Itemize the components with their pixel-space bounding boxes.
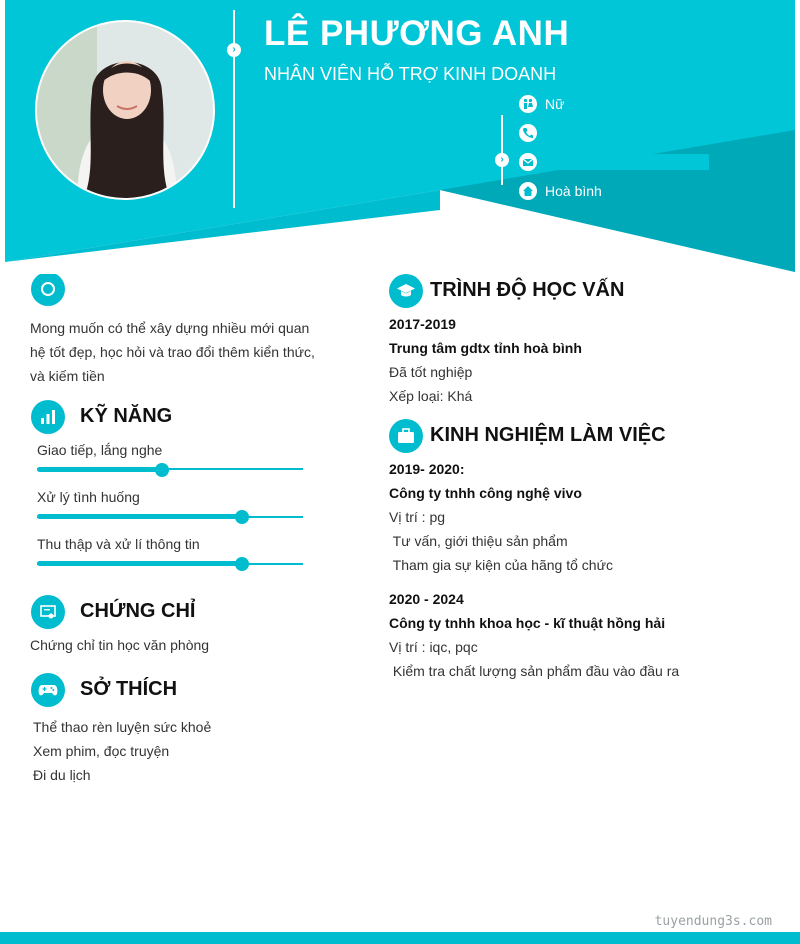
contact-email bbox=[519, 153, 545, 171]
home-icon bbox=[519, 182, 537, 200]
avatar-illustration bbox=[37, 22, 215, 200]
skill-knob bbox=[235, 510, 249, 524]
skill-knob bbox=[235, 557, 249, 571]
address-value: Hoà bình bbox=[545, 183, 602, 199]
skill-label: Giao tiếp, lắng nghe bbox=[37, 442, 163, 458]
phone-icon bbox=[519, 124, 537, 142]
job-detail: Kiểm tra chất lượng sản phẩm đầu vào đầu ra bbox=[389, 663, 680, 679]
job-detail: Tư vấn, giới thiệu sản phẩm bbox=[389, 533, 568, 549]
skill-fill bbox=[37, 561, 242, 566]
objective-icon bbox=[31, 272, 65, 306]
redacted-email bbox=[548, 154, 709, 170]
experience-heading: KINH NGHIỆM LÀM VIỆC bbox=[430, 424, 666, 446]
certificate-icon bbox=[31, 595, 65, 629]
chevron-right-icon: › bbox=[227, 43, 241, 57]
job-period: 2019- 2020: bbox=[389, 461, 465, 477]
job-title: NHÂN VIÊN HỖ TRỢ KINH DOANH bbox=[264, 64, 557, 84]
education-school: Trung tâm gdtx tỉnh hoà bình bbox=[389, 340, 582, 356]
skills-heading: KỸ NĂNG bbox=[80, 405, 173, 427]
objective-line: hệ tốt đẹp, học hỏi và trao đổi thêm kiển thức, bbox=[30, 344, 315, 360]
objective-line: Mong muốn có thể xây dựng nhiều mới quan bbox=[30, 320, 310, 336]
job-company: Công ty tnhh khoa học - kĩ thuật hồng hải bbox=[389, 615, 666, 631]
skill-fill bbox=[37, 514, 242, 519]
hobby-item: Thể thao rèn luyện sức khoẻ bbox=[33, 719, 212, 735]
job-company: Công ty tnhh công nghệ vivo bbox=[389, 485, 582, 501]
gender-icon bbox=[519, 95, 537, 113]
hobby-item: Đi du lịch bbox=[33, 767, 91, 783]
education-heading: TRÌNH ĐỘ HỌC VẤN bbox=[430, 279, 625, 301]
certificates-heading: CHỨNG CHỈ bbox=[80, 600, 196, 622]
hobby-item: Xem phim, đọc truyện bbox=[33, 743, 170, 759]
bar-chart-icon bbox=[31, 400, 65, 434]
skill-knob bbox=[155, 463, 169, 477]
contact-divider bbox=[501, 115, 503, 185]
objective-text bbox=[30, 316, 315, 388]
profile-photo bbox=[35, 20, 215, 200]
hobbies-heading: SỞ THÍCH bbox=[80, 678, 178, 700]
education-detail: Đã tốt nghiệp bbox=[389, 364, 473, 380]
contact-gender bbox=[519, 95, 564, 113]
skill-label: Xử lý tình huống bbox=[37, 489, 140, 505]
skill-label: Thu thập và xử lí thông tin bbox=[37, 536, 200, 552]
job-detail: Vị trí : iqc, pqc bbox=[389, 639, 478, 655]
objective-icon-mask bbox=[20, 262, 80, 274]
certificate-item: Chứng chỉ tin học văn phòng bbox=[30, 637, 210, 653]
mail-icon bbox=[519, 153, 537, 171]
job-period: 2020 - 2024 bbox=[389, 591, 464, 607]
watermark: tuyendung3s.com bbox=[654, 914, 772, 929]
candidate-name: LÊ PHƯƠNG ANH bbox=[264, 14, 570, 53]
footer-bar bbox=[0, 932, 800, 944]
briefcase-icon bbox=[389, 419, 423, 453]
gamepad-icon bbox=[31, 673, 65, 707]
education-detail: Xếp loại: Khá bbox=[389, 388, 473, 404]
job-detail: Tham gia sự kiện của hãng tổ chức bbox=[389, 557, 613, 573]
contact-phone bbox=[519, 124, 545, 142]
contact-address bbox=[519, 182, 602, 200]
gender-value: Nữ bbox=[545, 96, 565, 112]
skill-fill bbox=[37, 467, 162, 472]
graduation-cap-icon bbox=[389, 274, 423, 308]
chevron-right-icon: › bbox=[495, 153, 509, 167]
education-period: 2017-2019 bbox=[389, 316, 456, 332]
hobbies-list bbox=[33, 715, 211, 787]
header-divider bbox=[233, 10, 235, 208]
job-detail: Vị trí : pg bbox=[389, 509, 446, 525]
objective-line: và kiếm tiền bbox=[30, 368, 105, 384]
